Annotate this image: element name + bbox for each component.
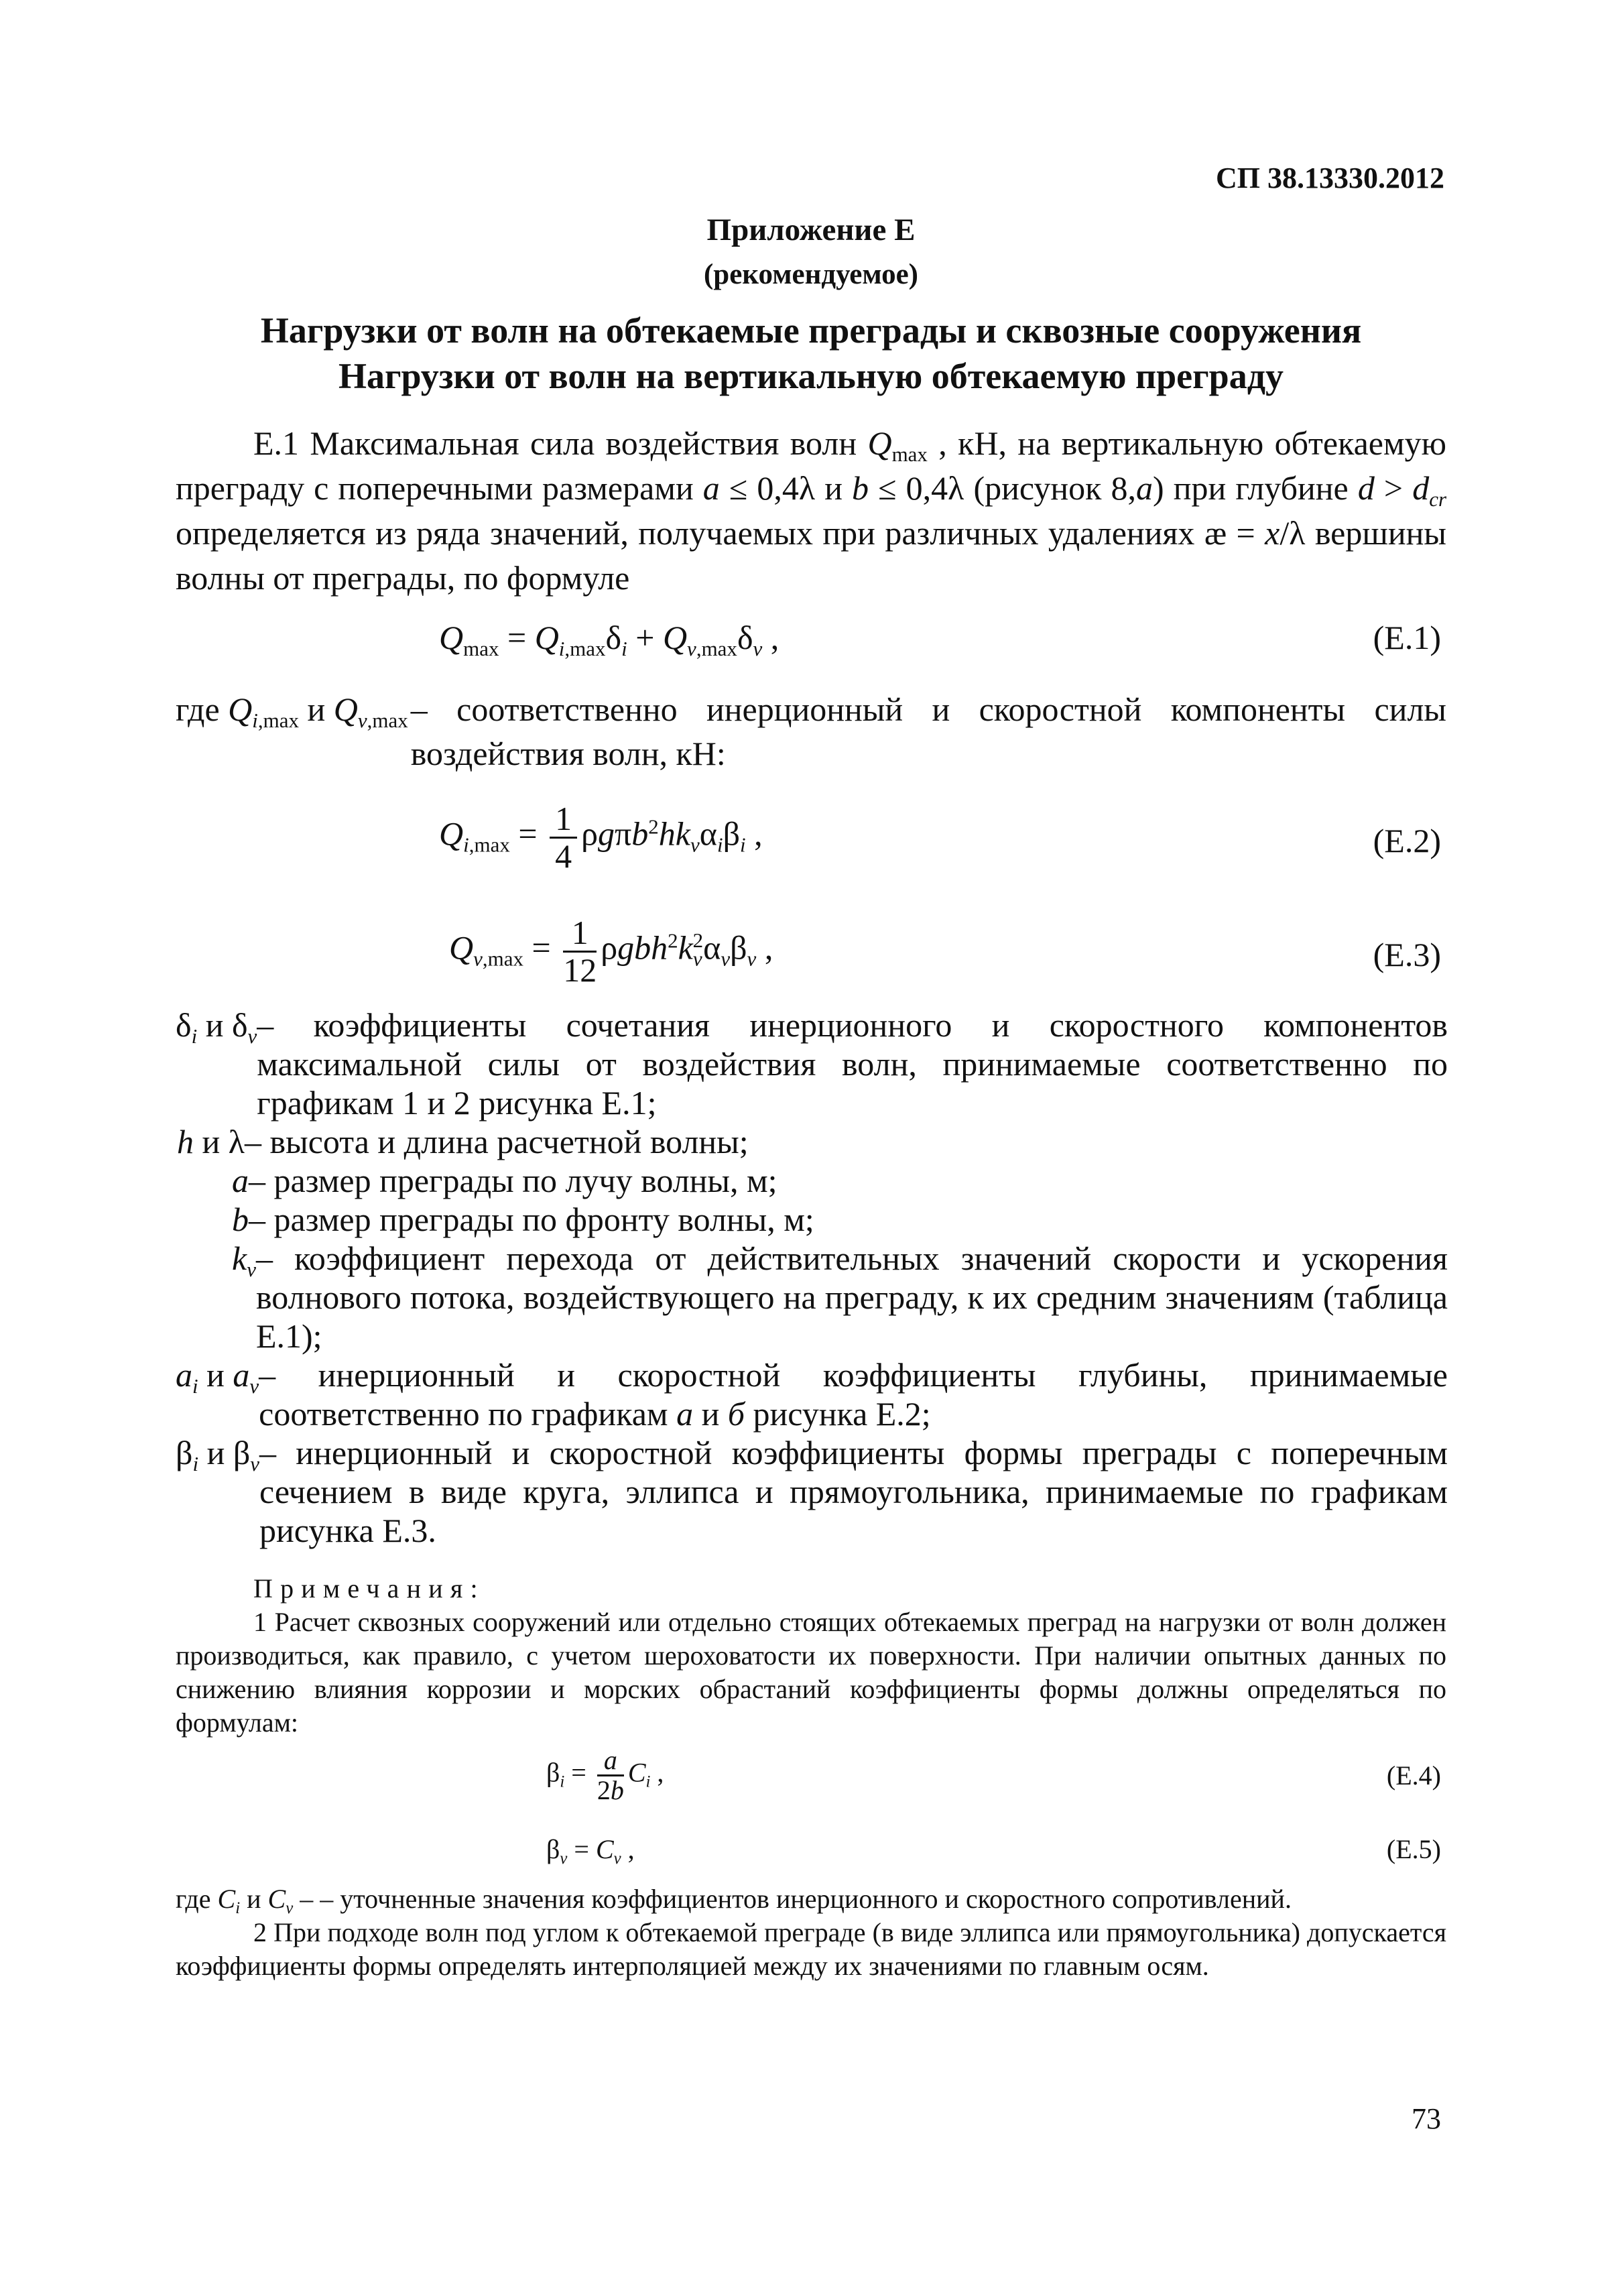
page-number: 73 [1412, 2102, 1441, 2135]
definition-item: $\delta_i$ и $\delta_v$ – коэффициенты сочетания инерционного и скоростного компонентов максимальной силы от воздействия волн, принимаемые соответственно по графикам 1 и 2 рисунка Е.1; [176, 1006, 1448, 1122]
formula-e5-number: (Е.5) [1386, 1834, 1441, 1864]
formula-e5: $\beta_v = C_v$ , [546, 1834, 635, 1868]
formula-e2-number: (Е.2) [1373, 822, 1441, 859]
definition-item: $a_i$ и $a_v$ – инерционный и скоростной коэффициенты глубины, принимаемые соответственно по графикам a и б рисунка Е.2; [176, 1356, 1448, 1433]
notes-block-2 [176, 1882, 1446, 1983]
document-code: СП 38.13330.2012 [1216, 162, 1444, 194]
formula-e1-number: (Е.1) [1373, 619, 1441, 656]
formula-e3: $Q_{v,max}$ = $\frac{1}{12}$ $\rho gbh^2k_v^2\alpha_v\beta_v$ , [449, 914, 773, 989]
intro-paragraph: Е.1 Максимальная сила воздействия волн $Q_{max}$ , кН, на вертикальную обтекаемую преграду с поперечными размерами a ≤ 0,4λ и b ≤ 0,4λ (рисунок 8,a) при глубине $d > d_{cr}$ определяется из ряда значений, получаемых при различных удалениях æ = x/λ вершины волны от преграды, по формуле [176, 424, 1447, 597]
definition-item: $k_v$ – коэффициент перехода от действительных значений скорости и ускорения волнового потока, воздействующего на преграду, к их средним значениям (таблица Е.1); [232, 1240, 1448, 1355]
formula-e4-number: (Е.4) [1386, 1760, 1441, 1791]
formula-e4: $\beta_i$ = $\frac{a}{2b}$ $C_i$ , [546, 1745, 664, 1805]
formula-e3-number: (Е.3) [1373, 936, 1441, 973]
notes-where: где $C_i$ и $C_v$ – – уточненные значения коэффициентов инерционного и скоростного сопротивлений. [176, 1884, 1292, 1917]
definition-item: a – размер преграды по лучу волны, м; [232, 1162, 777, 1199]
formula-e2: $Q_{i,max}$ = $\frac{1}{4}$ $\rho g\pi b^2hk_v\alpha_i\beta_i$ , [439, 800, 763, 875]
where-block: где $Q_{i,max}$ и $Q_{v,max}$ – соответственно инерционный и скоростной компоненты силы воздействия волн, кН: [176, 687, 1446, 776]
where-text: – соответственно инерционный и скоростной компоненты силы воздействия волн, кН: [410, 690, 1446, 772]
note-1: 1 Расчет сквозных сооружений или отдельно стоящих обтекаемых преград на нагрузки от волн должен производиться, как правило, с учетом шероховатости их поверхности. При наличии опытных данных по снижению влияния коррозии и морских обрастаний коэффициенты формы должны определяться по формулам: [176, 1607, 1446, 1738]
appendix-title-line1: Нагрузки от волн на обтекаемые преграды и сквозные сооружения [260, 310, 1362, 351]
notes-heading: Примечания: [253, 1573, 485, 1604]
note-2: 2 При подходе волн под углом к обтекаемой преграде (в виде эллипса или прямоугольника) допускается коэффициенты формы определять интерполяцией между их значениями по главным осям. [176, 1917, 1446, 1981]
definition-item: h и λ – высота и длина расчетной волны; [177, 1123, 749, 1160]
appendix-title-line2: Нагрузки от волн на вертикальную обтекаемую преграду [338, 356, 1284, 396]
appendix-status: (рекомендуемое) [703, 259, 918, 290]
definition-item: b – размер преграды по фронту волны, м; [232, 1201, 814, 1238]
definitions-list [176, 1006, 1448, 1550]
appendix-label: Приложение Е [706, 213, 916, 247]
notes-block [176, 1572, 1446, 1740]
definition-item: $\beta_i$ и $\beta_v$ – инерционный и скоростной коэффициенты формы преграды с поперечным сечением в виде круга, эллипса и прямоугольника, принимаемые по графикам рисунка Е.3. [176, 1434, 1448, 1549]
formula-e1: $Q_{max} = Q_{i,max}\delta_i + Q_{v,max}\delta_v$ , [439, 619, 779, 660]
